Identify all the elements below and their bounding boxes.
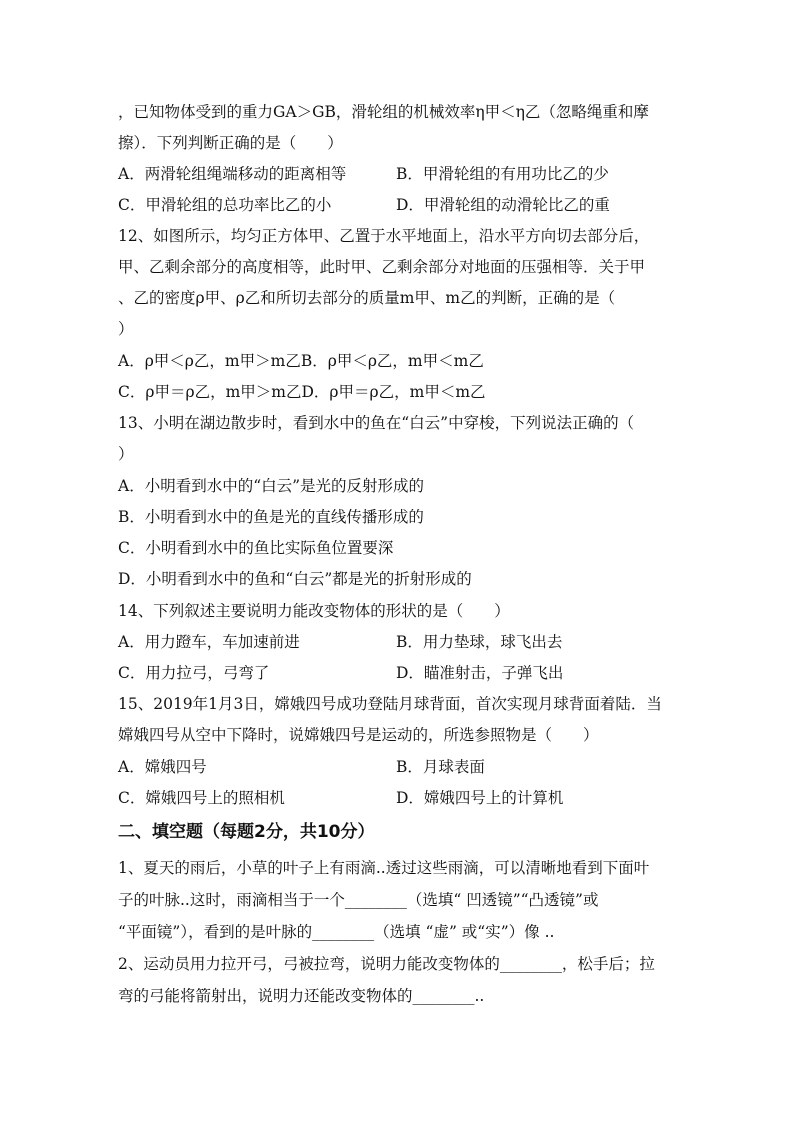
q13-option-c: C．小明看到水中的鱼比实际鱼位置要深 [118,539,394,557]
q11-option-a: A．两滑轮组绳端移动的距离相等 [118,165,347,183]
q13-option-a: A．小明看到水中的“白云”是光的反射形成的 [118,477,425,495]
q15-option-a: A．嫦娥四号 [118,758,207,776]
q13-stem-line2: ） [118,445,134,463]
q12-stem-line4: ） [118,320,134,338]
q11-option-c: C．甲滑轮组的总功率比乙的小 [118,196,332,214]
q12-stem-line3: 、乙的密度ρ甲、ρ乙和所切去部分的质量m甲、m乙的判断，正确的是（ [118,289,616,307]
q11-option-d: D．甲滑轮组的动滑轮比乙的重 [396,196,610,214]
q13-stem-line1: 13、小明在湖边散步时，看到水中的鱼在“白云”中穿梭，下列说法正确的（ [118,414,635,432]
q11-option-b: B．甲滑轮组的有用功比乙的少 [396,165,609,183]
q12-stem-line2: 甲、乙剩余部分的高度相等，此时甲、乙剩余部分对地面的压强相等．关于甲 [118,258,646,276]
q14-option-d: D．瞄准射击，子弹飞出 [396,664,564,682]
fill2-line2: 弯的弓能将箭射出，说明力还能改变物体的________.. [118,987,485,1005]
q15-stem-line1: 15、2019年1月3日，嫦娥四号成功登陆月球背面，首次实现月球背面着陆．当 [118,695,662,713]
q14-option-a: A．用力蹬车，车加速前进 [118,633,300,651]
q15-option-c: C．嫦娥四号上的照相机 [118,789,285,807]
q12-stem-line1: 12、如图所示，均匀正方体甲、乙置于水平地面上，沿水平方向切去部分后， [118,227,650,245]
q15-option-d: D．嫦娥四号上的计算机 [396,789,564,807]
fill1-line3: “平面镜”），看到的是叶脉的________（选填 “虚” 或“实”）像 .. [118,923,555,941]
q14-option-c: C．用力拉弓，弓弯了 [118,664,270,682]
q13-option-b: B．小明看到水中的鱼是光的直线传播形成的 [118,508,424,526]
q15-stem-line2: 嫦娥四号从空中下降时，说嫦娥四号是运动的，所选参照物是（ ） [118,726,599,744]
q13-option-d: D．小明看到水中的鱼和“白云”都是光的折射形成的 [118,570,472,588]
fill1-line1: 1、夏天的雨后，小草的叶子上有雨滴..透过这些雨滴，可以清晰地看到下面叶 [118,859,650,877]
q15-option-b: B．月球表面 [396,758,485,776]
q11-stem-line2: 擦）．下列判断正确的是（ ） [118,134,343,152]
q12-options-ab: A．ρ甲＜ρ乙，m甲＞m乙B．ρ甲＜ρ乙，m甲＜m乙 [118,352,484,370]
fill2-line1: 2、运动员用力拉开弓，弓被拉弯，说明力能改变物体的________，松手后；拉 [118,955,655,973]
q14-stem-line1: 14、下列叙述主要说明力能改变物体的形状的是（ ） [118,602,510,620]
fill1-line2: 子的叶脉..这时，雨滴相当于一个________（选填“ 凹透镜”“凸透镜”或 [118,891,599,909]
q12-options-cd: C．ρ甲＝ρ乙，m甲＞m乙D．ρ甲＝ρ乙，m甲＜m乙 [118,383,486,401]
q14-option-b: B．用力垫球，球飞出去 [396,633,563,651]
q11-stem-line1: ，已知物体受到的重力GA＞GB，滑轮组的机械效率η甲＜η乙（忽略绳重和摩 [118,103,649,121]
section-heading-fill-in: 二、填空题（每题2分，共10分） [118,822,375,842]
